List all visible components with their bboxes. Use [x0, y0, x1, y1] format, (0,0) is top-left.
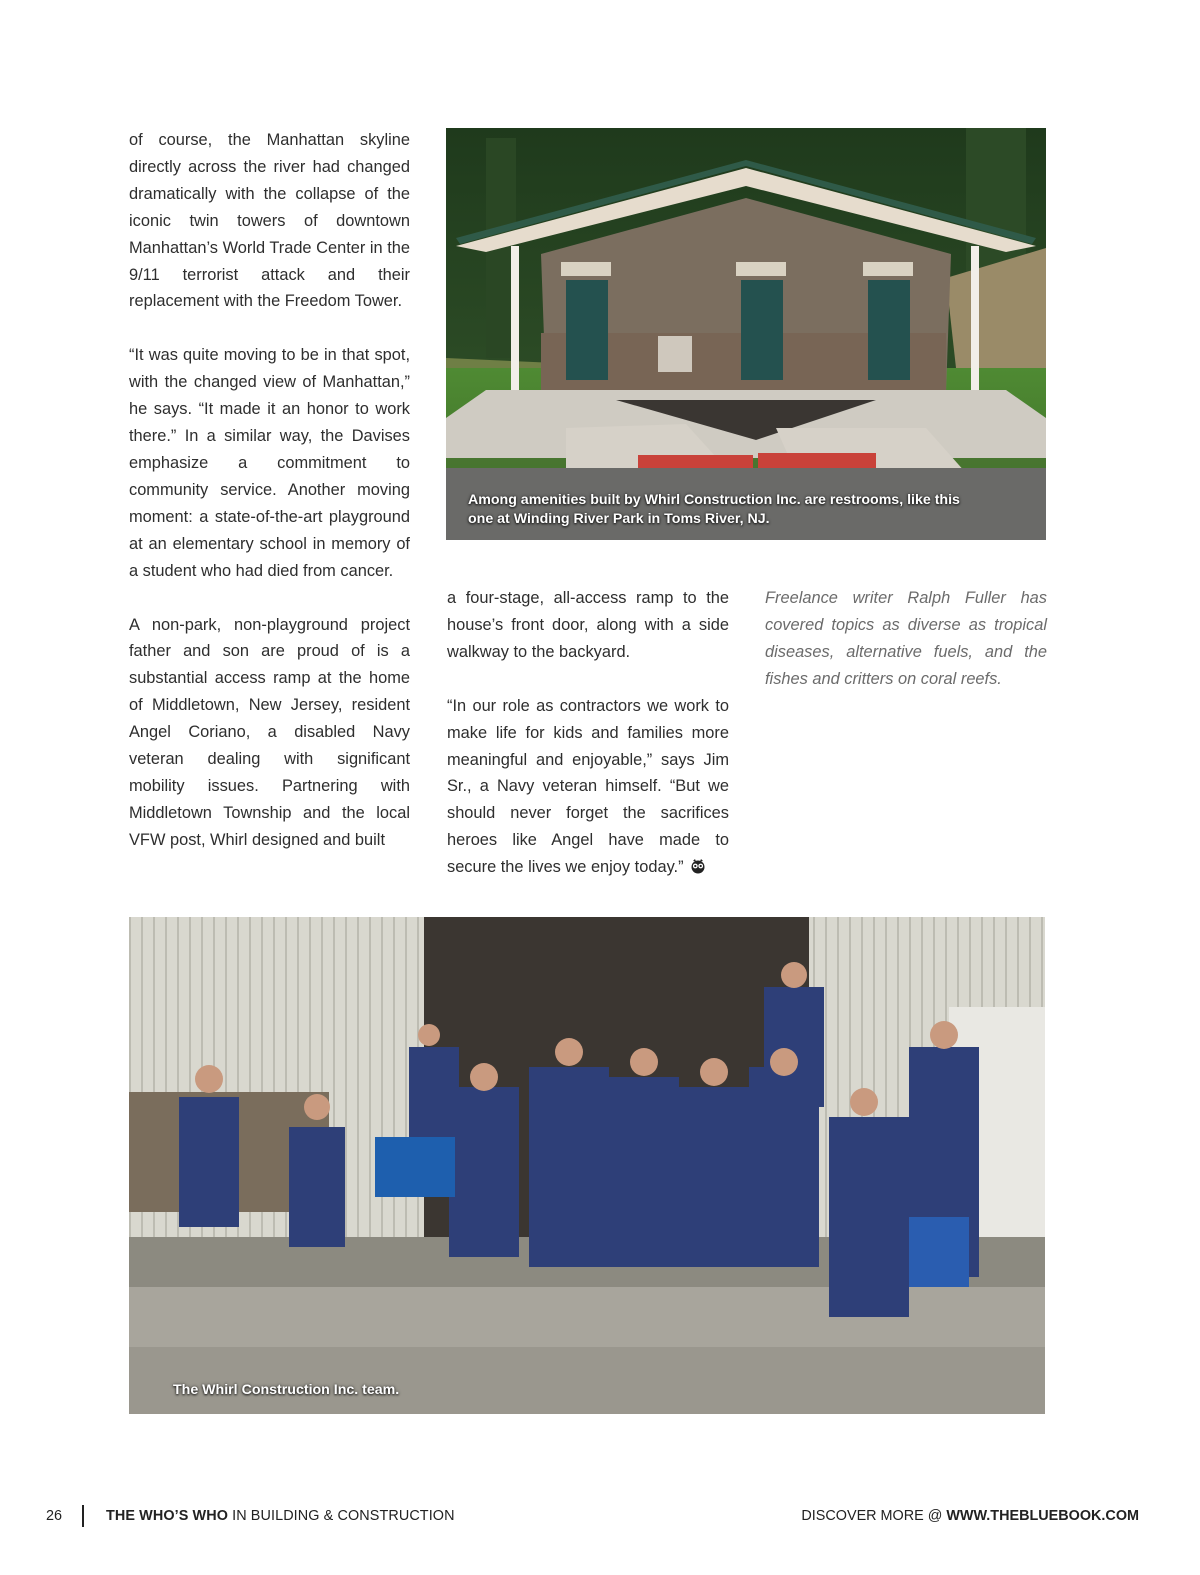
paragraph: A non-park, non-playground project father and son are proud of is a substantial access ramp at the home of Middletown, New Jersey, resident Angel Coriano, a disabled Navy veteran dealing with significant mobility issues. Partnering with Middletown Township and the local VFW post, Whirl designed and built — [129, 615, 410, 849]
paragraph — [447, 693, 729, 881]
page-number: 26 — [46, 1508, 63, 1524]
paragraph: of course, the Manhattan skyline directly across the river had changed dramatically with the collapse of the iconic twin towers of downtown Manhattan’s World Trade Center in the 9/11 terrorist attack and their replacement with the Freedom Tower. — [129, 131, 410, 311]
paragraph-text: “In our role as contractors we work to make life for kids and families more meaningful and enjoyable,” says Jim Sr., a Navy veteran himself. “But we should never forget the sacrifices heroes like Angel have made to secure the lives we enjoy today.” — [447, 696, 729, 877]
footer-divider — [82, 1505, 84, 1527]
publication-name-rest: IN BUILDING & CONSTRUCTION — [228, 1508, 455, 1524]
author-note — [765, 585, 1047, 693]
publication-name-bold: THE WHO’S WHO — [106, 1508, 229, 1524]
article-column-2 — [447, 585, 729, 881]
discover-label: DISCOVER MORE @ — [801, 1508, 947, 1524]
website-link[interactable]: WWW.THEBLUEBOOK.COM — [946, 1508, 1139, 1524]
discover-more — [801, 1508, 1139, 1524]
page-footer — [0, 1500, 1200, 1532]
photo-caption: Among amenities built by Whirl Construction Inc. are restrooms, like this one at Winding River Park in Toms River, NJ. — [468, 492, 960, 527]
author-note-text: Freelance writer Ralph Fuller has covered topics as diverse as tropical diseases, alternative fuels, and the fishes and critters on coral reefs. — [765, 589, 1047, 688]
restroom-photo — [446, 128, 1046, 540]
article-column-1 — [129, 127, 410, 854]
publication-name — [106, 1508, 455, 1524]
owl-icon — [690, 858, 706, 874]
paragraph: “It was quite moving to be in that spot, with the changed view of Manhattan,” he says. “It made it an honor to work there.” In a similar way, the Davises emphasize a commitment to community service. Another moving moment: a state-of-the-art playground at an elementary school in memory of a student who had died from cancer. — [129, 346, 410, 580]
photo-caption: The Whirl Construction Inc. team. — [173, 1382, 400, 1398]
team-photo — [129, 917, 1045, 1414]
paragraph: a four-stage, all-access ramp to the house’s front door, along with a side walkway to the backyard. — [447, 589, 729, 661]
